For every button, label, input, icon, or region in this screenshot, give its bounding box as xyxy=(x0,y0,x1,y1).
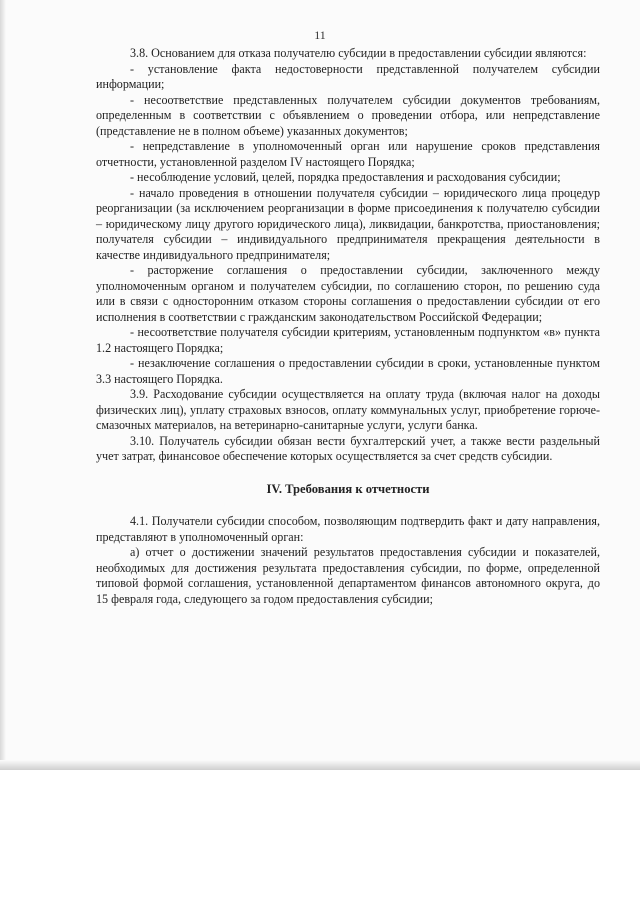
paragraph-3-10: 3.10. Получатель субсидии обязан вести бухгалтерский учет, а также вести раздельный учет затрат, финансовое обеспечение которых осуществляется за счет средств субсидии. xyxy=(96,433,600,463)
list-item: - установление факта недостоверности представленной получателем субсидии информации; xyxy=(96,61,600,91)
page-edge-shadow xyxy=(0,0,6,770)
paragraph-4-1: 4.1. Получатели субсидии способом, позволяющим подтвердить факт и дату направления, представляют в уполномоченный орган: xyxy=(96,514,600,544)
section-heading: IV. Требования к отчетности xyxy=(266,481,430,496)
page-number: 11 xyxy=(314,28,326,42)
paragraph-4-1-a: а) отчет о достижении значений результатов предоставления субсидии и показателей, необходимых для достижения результата предоставления субсидии, по форме, определенной типовой формой соглашения, установленной департаментом финансов автономного округа, до 15 февраля года, следующего за годом предоставления субсидии; xyxy=(96,545,600,606)
list-item: - несоблюдение условий, целей, порядка предоставления и расходования субсидии; xyxy=(130,170,561,184)
list-item: - несоответствие представленных получателем субсидии документов требованиям, определенным в соответствии с объявлением о проведении отбора, или непредставление (представление не в полном объеме) указанных документов; xyxy=(96,92,600,138)
paragraph-3-8: 3.8. Основанием для отказа получателю субсидии в предоставлении субсидии являются: xyxy=(130,46,587,60)
paragraph-3-9: 3.9. Расходование субсидии осуществляется на оплату труда (включая налог на доходы физических лиц), уплату страховых взносов, оплату коммунальных услуг, приобретение горюче-смазочных материалов, на ветеринарно-санитарные услуги, услуги банка. xyxy=(96,387,600,432)
list-item: - незаключение соглашения о предоставлении субсидии в сроки, установленные пунктом 3.3 настоящего Порядка. xyxy=(96,356,600,386)
list-item: - несоответствие получателя субсидии критериям, установленным подпунктом «в» пункта 1.2 настоящего Порядка; xyxy=(96,325,600,355)
list-item: - непредставление в уполномоченный орган или нарушение сроков представления отчетности, установленной разделом IV настоящего Порядка; xyxy=(96,139,600,169)
page-bottom-edge xyxy=(0,760,640,770)
document-body xyxy=(96,46,600,607)
list-item: - расторжение соглашения о предоставлении субсидии, заключенного между уполномоченным органом и получателем субсидии, по соглашению сторон, по решению суда или в связи с односторонним отказом стороны соглашения о предоставлении субсидии от его исполнения в соответствии с гражданским законодательством Российской Федерации; xyxy=(96,263,600,324)
list-item: - начало проведения в отношении получателя субсидии – юридического лица процедур реорганизации (за исключением реорганизации в форме присоединения к получателю субсидии – юридическому лицу другого юридического лица), ликвидации, банкротства, приостановления; получателя субсидии – индивидуального предпринимателя прекращения деятельности в качестве индивидуального предпринимателя; xyxy=(96,185,600,262)
